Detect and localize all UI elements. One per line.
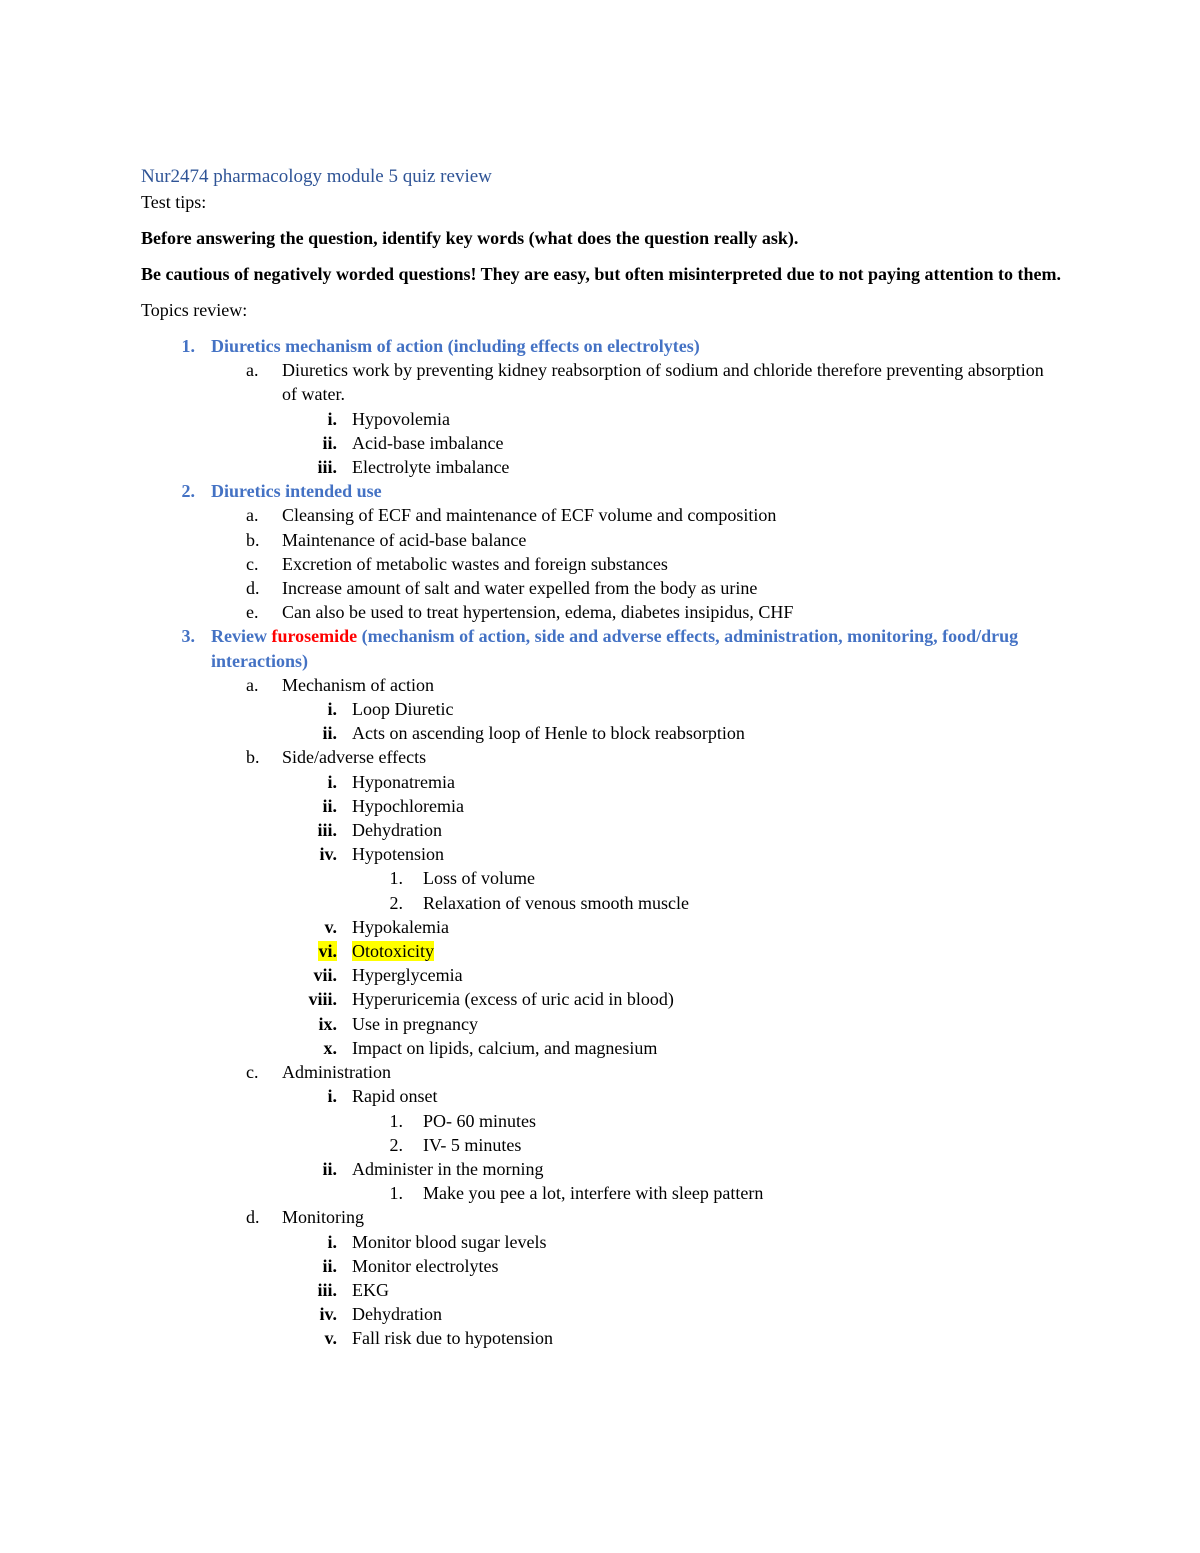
item-text: Diuretics work by preventing kidney reabsorption of sodium and chloride therefore preventing absorption of water. — [282, 360, 1044, 405]
item-number: 1. — [389, 1183, 403, 1204]
list-item-highlighted — [141, 939, 1061, 963]
item-letter: d. — [246, 578, 260, 599]
item-text: Cleansing of ECF and maintenance of ECF volume and composition — [282, 505, 777, 526]
item-letter: a. — [246, 360, 259, 381]
item-text: Hypotension — [352, 844, 444, 865]
document-title: Nur2474 pharmacology module 5 quiz review — [141, 166, 492, 187]
item-text: Hyperglycemia — [352, 965, 463, 986]
item-text: Maintenance of acid-base balance — [282, 529, 527, 550]
item-roman: iv. — [319, 844, 337, 865]
item-text: Hyponatremia — [352, 771, 455, 792]
item-text: Increase amount of salt and water expelled from the body as urine — [282, 578, 758, 599]
list-item — [141, 1278, 1061, 1302]
item-letter: b. — [246, 747, 260, 768]
list-item — [141, 1084, 1061, 1108]
topic-number: 1. — [181, 336, 195, 356]
item-text: Monitor electrolytes — [352, 1255, 499, 1276]
item-text: PO- 60 minutes — [423, 1110, 537, 1131]
list-item — [141, 576, 1061, 600]
item-text: Hypokalemia — [352, 916, 449, 937]
item-text: Dehydration — [352, 1304, 442, 1325]
item-text: Use in pregnancy — [352, 1013, 478, 1034]
item-roman: i. — [327, 771, 337, 792]
list-item — [141, 358, 1061, 406]
topic-3 — [141, 624, 1061, 672]
list-item — [141, 987, 1061, 1011]
list-item — [141, 1157, 1061, 1181]
topic-2 — [141, 479, 1061, 503]
topic-1 — [141, 334, 1061, 358]
list-item — [141, 891, 1061, 915]
list-item — [141, 1133, 1061, 1157]
item-roman: iii. — [317, 820, 337, 841]
list-item — [141, 963, 1061, 987]
list-item — [141, 503, 1061, 527]
item-roman: x. — [323, 1037, 337, 1058]
topic-heading: Diuretics intended use — [211, 481, 382, 502]
topic-number: 2. — [181, 481, 195, 502]
heading-suffix: (mechanism of action, side and adverse effects, administration, monitoring, food/drug interactions) — [211, 626, 1019, 671]
item-roman: ii. — [322, 795, 337, 816]
item-text: Monitoring — [282, 1207, 365, 1228]
list-item — [141, 1254, 1061, 1278]
item-roman: i. — [327, 1231, 337, 1252]
item-text: Side/adverse effects — [282, 747, 427, 768]
list-item — [141, 842, 1061, 866]
item-roman: ii. — [322, 723, 337, 744]
item-roman: vii. — [313, 965, 337, 986]
item-text: IV- 5 minutes — [423, 1134, 522, 1155]
list-item — [141, 1109, 1061, 1133]
list-item — [141, 745, 1061, 769]
item-roman: ix. — [318, 1013, 337, 1034]
item-text: Monitor blood sugar levels — [352, 1231, 547, 1252]
item-text: Hyperuricemia (excess of uric acid in blood) — [352, 989, 674, 1010]
item-roman: i. — [327, 1086, 337, 1107]
list-item — [141, 552, 1061, 576]
list-item — [141, 818, 1061, 842]
list-item — [141, 1326, 1061, 1350]
item-roman: iii. — [317, 457, 337, 478]
item-text: Rapid onset — [352, 1086, 438, 1107]
item-number: 2. — [389, 1134, 403, 1155]
list-item — [141, 1060, 1061, 1084]
test-tips-label: Test tips: — [141, 192, 207, 212]
item-letter: a. — [246, 505, 259, 526]
item-text: Hypovolemia — [352, 408, 450, 429]
list-item — [141, 1036, 1061, 1060]
list-item — [141, 794, 1061, 818]
item-roman: viii. — [308, 989, 337, 1010]
item-text — [352, 939, 1061, 963]
item-text: Hypochloremia — [352, 795, 464, 816]
list-item — [141, 600, 1061, 624]
list-item — [141, 1012, 1061, 1036]
item-roman: v. — [324, 916, 337, 937]
item-text: Can also be used to treat hypertension, edema, diabetes insipidus, CHF — [282, 602, 794, 623]
item-text: Make you pee a lot, interfere with sleep pattern — [423, 1183, 764, 1204]
item-text: Administer in the morning — [352, 1158, 544, 1179]
item-text: Impact on lipids, calcium, and magnesium — [352, 1037, 658, 1058]
item-roman: v. — [324, 1328, 337, 1349]
item-text: Electrolyte imbalance — [352, 457, 510, 478]
item-text: Relaxation of venous smooth muscle — [423, 892, 689, 913]
list-item — [141, 407, 1061, 431]
item-letter: c. — [246, 553, 259, 574]
tip-keywords: Before answering the question, identify key words (what does the question really ask). — [141, 228, 799, 248]
item-number: 1. — [389, 1110, 403, 1131]
topic-number: 3. — [181, 626, 195, 647]
item-text: Dehydration — [352, 820, 442, 841]
list-item — [141, 915, 1061, 939]
item-roman: i. — [327, 699, 337, 720]
item-letter: d. — [246, 1207, 260, 1228]
item-number: 1. — [389, 868, 403, 889]
item-text: EKG — [352, 1279, 389, 1300]
list-item — [141, 866, 1061, 890]
topics-label: Topics review: — [141, 300, 248, 320]
item-roman: ii. — [322, 1255, 337, 1276]
list-item — [141, 770, 1061, 794]
list-item — [141, 721, 1061, 745]
list-item — [141, 1205, 1061, 1229]
topic-heading — [211, 624, 1061, 672]
item-text: Excretion of metabolic wastes and foreign substances — [282, 553, 668, 574]
item-roman: iv. — [319, 1304, 337, 1325]
document-page — [141, 164, 1061, 1351]
list-item — [141, 431, 1061, 455]
tip-negative-questions: Be cautious of negatively worded questions! They are easy, but often misinterpreted due to not paying attention to them. — [141, 264, 1061, 284]
list-item — [141, 528, 1061, 552]
item-roman: iii. — [317, 1279, 337, 1300]
list-item — [141, 673, 1061, 697]
list-item — [141, 697, 1061, 721]
item-text: Loop Diuretic — [352, 699, 454, 720]
heading-prefix: Review — [211, 626, 272, 647]
topic-heading: Diuretics mechanism of action (including effects on electrolytes) — [211, 336, 700, 356]
item-letter: e. — [246, 602, 259, 623]
list-item — [141, 455, 1061, 479]
item-roman: ii. — [322, 1158, 337, 1179]
list-item — [141, 1302, 1061, 1326]
highlighted-roman: vi. — [318, 941, 337, 962]
item-text: Fall risk due to hypotension — [352, 1328, 553, 1349]
item-number: 2. — [389, 892, 403, 913]
highlighted-text: Ototoxicity — [352, 941, 434, 962]
drug-name: furosemide — [271, 626, 358, 647]
item-letter: a. — [246, 674, 259, 695]
item-text: Acts on ascending loop of Henle to block reabsorption — [352, 723, 745, 744]
item-text: Mechanism of action — [282, 674, 434, 695]
item-text: Administration — [282, 1062, 391, 1083]
item-text: Loss of volume — [423, 868, 535, 889]
item-roman — [282, 939, 337, 963]
item-letter: b. — [246, 529, 260, 550]
item-roman: i. — [327, 408, 337, 429]
list-item — [141, 1230, 1061, 1254]
item-letter: c. — [246, 1062, 259, 1083]
item-text: Acid-base imbalance — [352, 432, 504, 453]
item-roman: ii. — [322, 432, 337, 453]
list-item — [141, 1181, 1061, 1205]
